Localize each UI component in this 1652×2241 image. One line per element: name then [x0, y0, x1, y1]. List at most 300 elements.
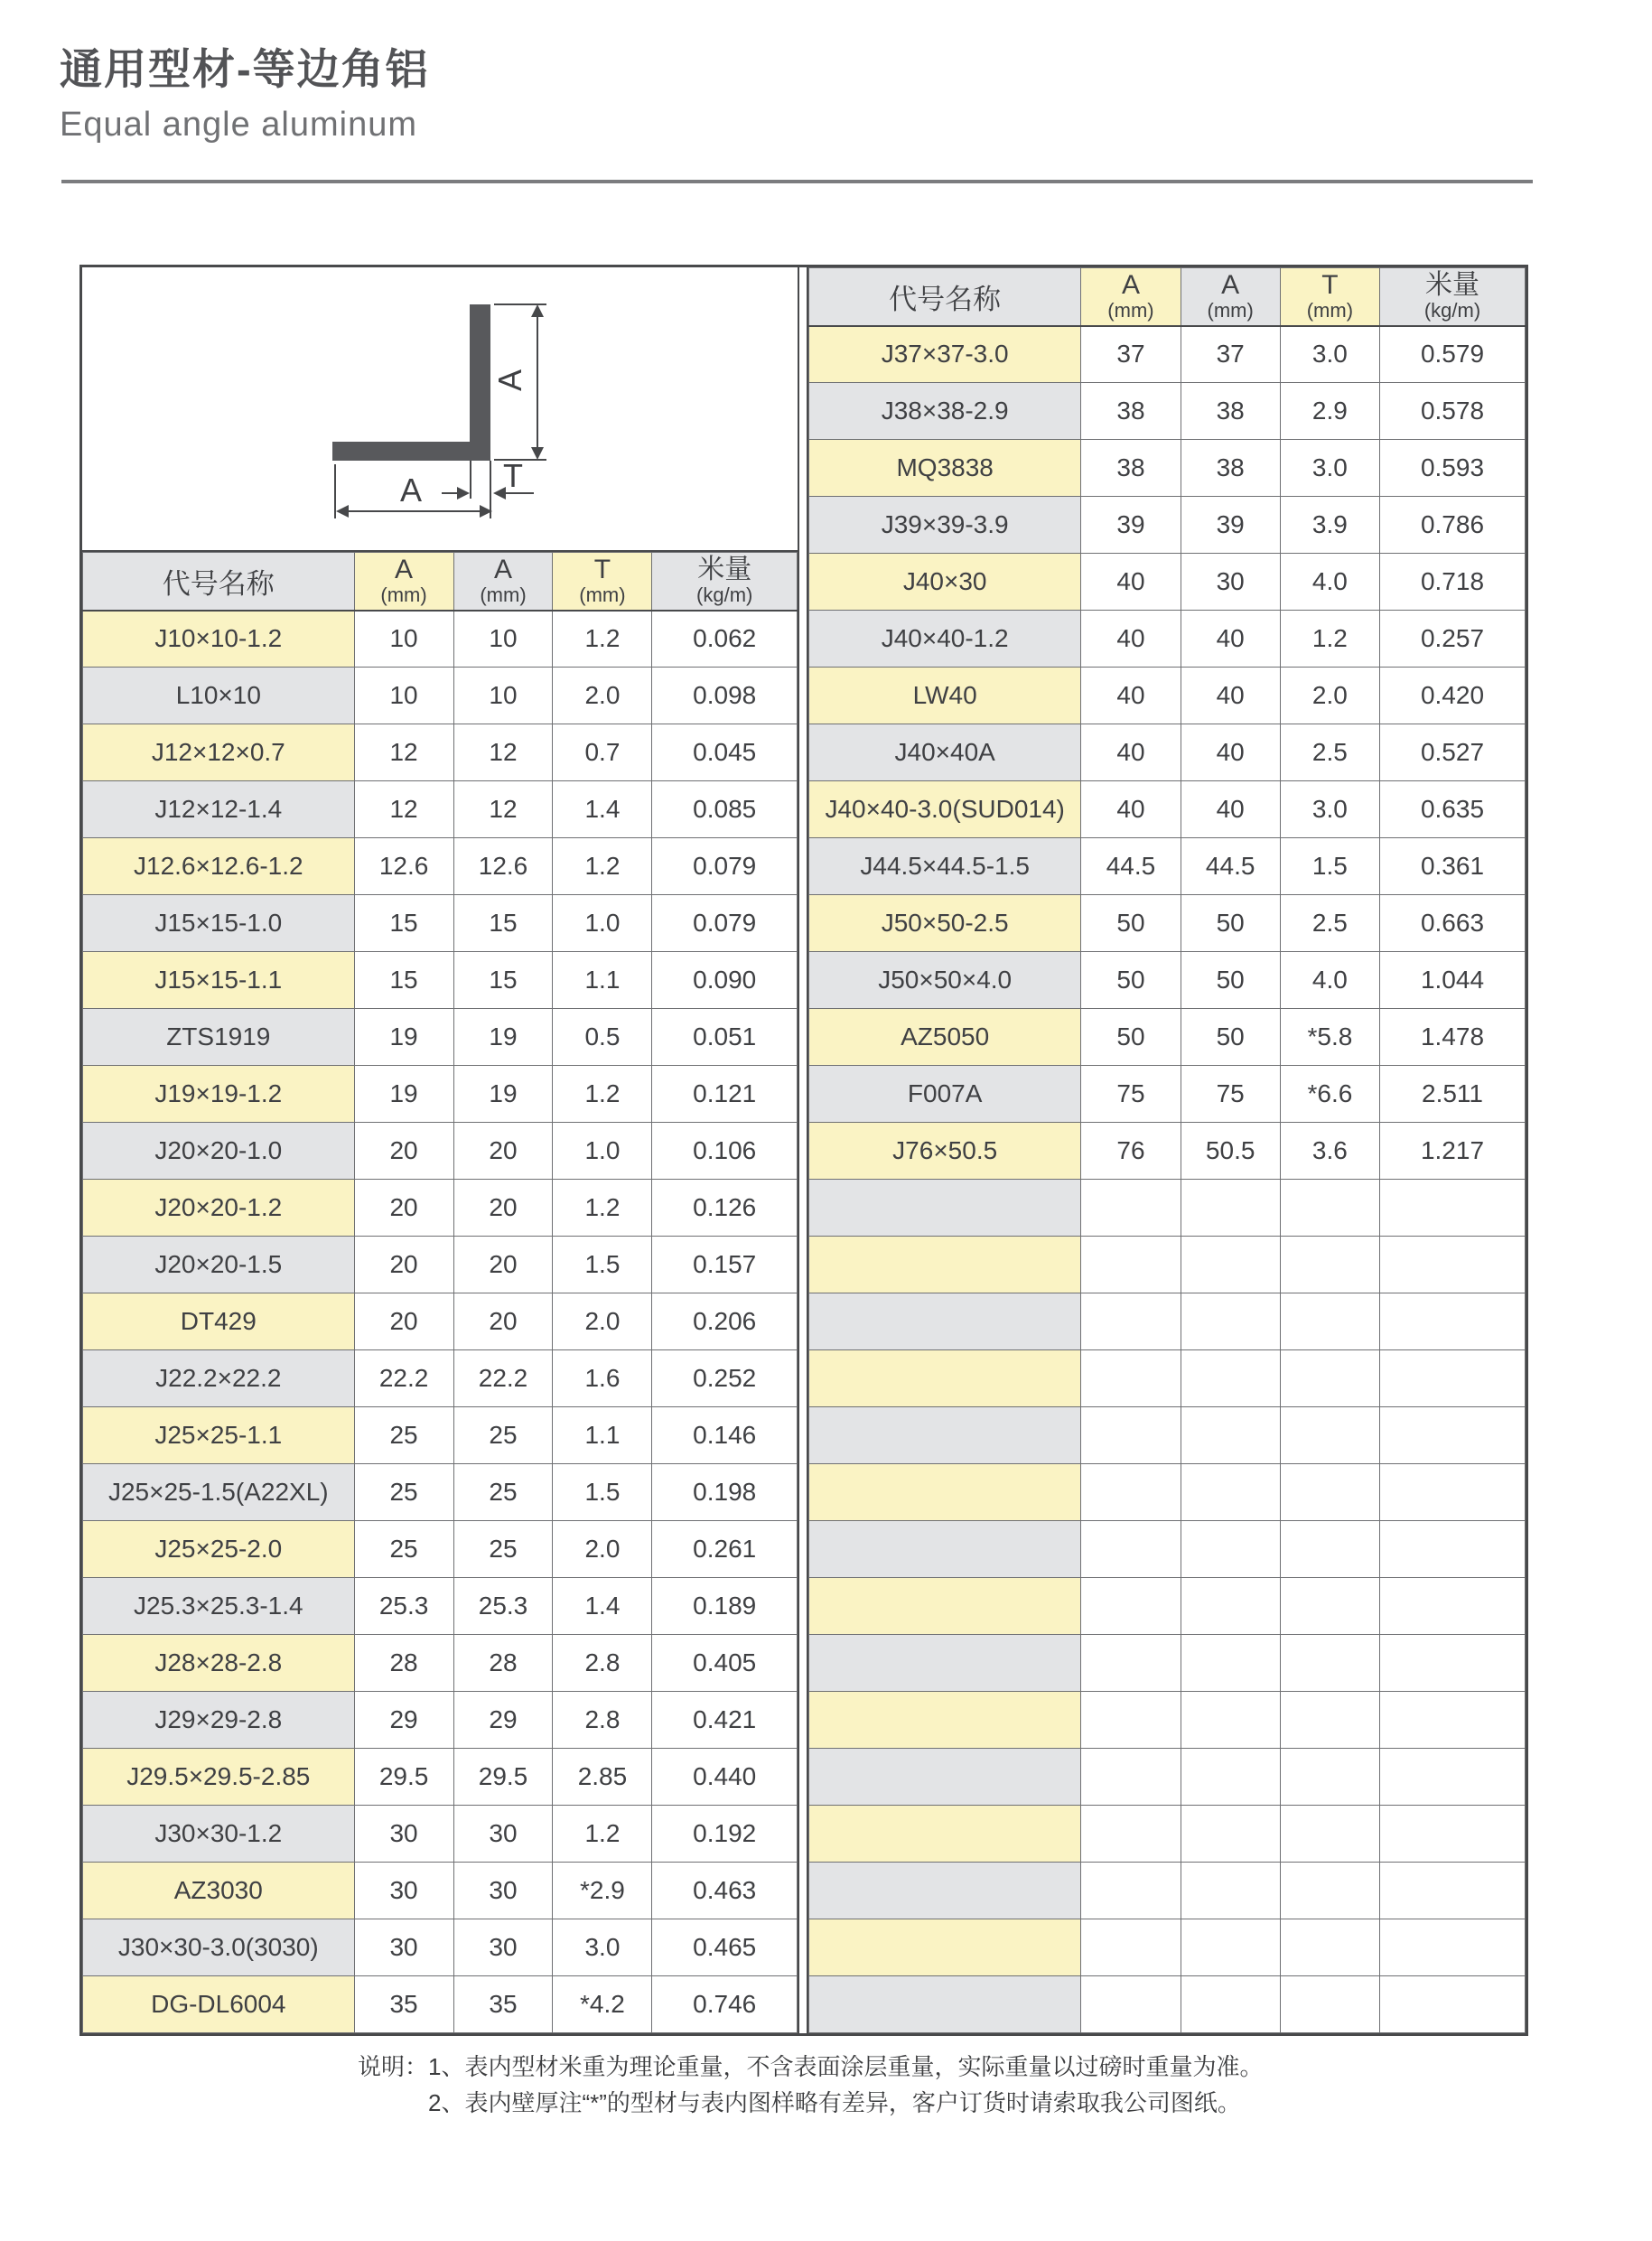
cell-weight: 0.635: [1380, 781, 1526, 838]
header-a1: A (mm): [1081, 268, 1181, 326]
cell-weight: 0.045: [652, 724, 798, 781]
cell-a1: 35: [354, 1976, 453, 2033]
cell-code-name: J20×20-1.0: [83, 1123, 355, 1180]
cell-code-name: [809, 1293, 1081, 1350]
cell-a1: 28: [354, 1635, 453, 1692]
cell-a2: [1181, 1578, 1280, 1635]
header-weight: 米量 (kg/m): [1380, 268, 1526, 326]
header-t: T (mm): [553, 553, 652, 611]
cell-t: [1280, 1692, 1379, 1749]
cell-weight: [1380, 1180, 1526, 1237]
cell-a1: 15: [354, 895, 453, 952]
cell-a1: [1081, 1806, 1181, 1863]
cell-t: 1.4: [553, 1578, 652, 1635]
cell-code-name: J30×30-3.0(3030): [83, 1919, 355, 1976]
cell-code-name: J25.3×25.3-1.4: [83, 1578, 355, 1635]
cell-t: 2.0: [553, 1521, 652, 1578]
footnote-line-1: 1、表内型材米重为理论重量，不含表面涂层重量，实际重量以过磅时重量为准。: [428, 2053, 1264, 2080]
cell-a2: 29: [453, 1692, 553, 1749]
cell-t: 1.5: [1280, 838, 1379, 895]
cell-weight: [1380, 1237, 1526, 1293]
cell-a1: 30: [354, 1919, 453, 1976]
cell-a1: 15: [354, 952, 453, 1009]
cell-code-name: [809, 1521, 1081, 1578]
cell-a1: 20: [354, 1237, 453, 1293]
cell-a1: 40: [1081, 554, 1181, 611]
cell-code-name: J12×12×0.7: [83, 724, 355, 781]
cell-t: [1280, 1806, 1379, 1863]
cell-a1: 37: [1081, 326, 1181, 383]
table-row: [83, 1180, 798, 1237]
cell-t: 1.2: [553, 611, 652, 668]
footnote-label: 说明：: [358, 2053, 429, 2080]
cell-code-name: J40×40A: [809, 724, 1081, 781]
cell-t: 1.1: [553, 952, 652, 1009]
cell-t: 3.9: [1280, 497, 1379, 554]
cell-t: 3.0: [1280, 781, 1379, 838]
cell-code-name: J28×28-2.8: [83, 1635, 355, 1692]
header-a2: A (mm): [1181, 268, 1280, 326]
cell-t: 2.0: [553, 668, 652, 724]
cell-a1: 19: [354, 1009, 453, 1066]
cell-code-name: DT429: [83, 1293, 355, 1350]
cell-code-name: J44.5×44.5-1.5: [809, 838, 1081, 895]
cell-a2: 20: [453, 1237, 553, 1293]
cell-a2: 12.6: [453, 838, 553, 895]
cell-weight: 0.079: [652, 838, 798, 895]
cell-weight: [1380, 1521, 1526, 1578]
profile-vertical-leg: [470, 304, 490, 461]
cell-code-name: ZTS1919: [83, 1009, 355, 1066]
dim-line-horizontal-a: [341, 510, 484, 512]
cell-weight: 0.420: [1380, 668, 1526, 724]
cell-weight: 0.746: [652, 1976, 798, 2033]
cell-t: 2.8: [553, 1692, 652, 1749]
cell-a2: [1181, 1806, 1280, 1863]
cell-weight: 0.198: [652, 1464, 798, 1521]
cell-a1: 30: [354, 1806, 453, 1863]
cell-weight: 2.511: [1380, 1066, 1526, 1123]
cell-weight: 1.217: [1380, 1123, 1526, 1180]
cell-a2: 10: [453, 611, 553, 668]
cell-weight: 0.786: [1380, 497, 1526, 554]
header-a2: A (mm): [453, 553, 553, 611]
cell-a2: [1181, 1350, 1280, 1407]
table-row: [83, 952, 798, 1009]
table-row: [809, 554, 1526, 611]
cell-weight: 0.718: [1380, 554, 1526, 611]
cell-a1: 10: [354, 668, 453, 724]
cell-code-name: [809, 1180, 1081, 1237]
cell-weight: [1380, 1749, 1526, 1806]
cell-a1: 40: [1081, 781, 1181, 838]
cell-code-name: [809, 1976, 1081, 2033]
cell-t: [1280, 1237, 1379, 1293]
table-row: [809, 895, 1526, 952]
cell-a2: [1181, 1407, 1280, 1464]
cell-a2: 30: [1181, 554, 1280, 611]
cell-a1: [1081, 1749, 1181, 1806]
table-row: [809, 1009, 1526, 1066]
cell-a1: [1081, 1692, 1181, 1749]
cell-a2: 30: [453, 1863, 553, 1919]
table-row: [83, 781, 798, 838]
cell-code-name: J20×20-1.2: [83, 1180, 355, 1237]
table-row: [83, 668, 798, 724]
table-row: [809, 952, 1526, 1009]
table-row: [83, 1578, 798, 1635]
cell-weight: 0.465: [652, 1919, 798, 1976]
table-row: [83, 1123, 798, 1180]
table-row: [809, 1749, 1526, 1806]
table-row: [809, 838, 1526, 895]
cell-t: 1.2: [1280, 611, 1379, 668]
cell-a1: 12: [354, 781, 453, 838]
cell-code-name: J15×15-1.0: [83, 895, 355, 952]
cell-t: 1.2: [553, 838, 652, 895]
cell-a2: [1181, 1635, 1280, 1692]
cell-t: 2.0: [1280, 668, 1379, 724]
left-spec-table: [82, 552, 798, 2033]
cell-code-name: J15×15-1.1: [83, 952, 355, 1009]
cell-a1: 50: [1081, 895, 1181, 952]
cell-t: *4.2: [553, 1976, 652, 2033]
cell-a1: 40: [1081, 611, 1181, 668]
t-arrowhead-right-icon: [457, 487, 470, 500]
profile-horizontal-leg: [332, 442, 490, 461]
cell-a1: 25.3: [354, 1578, 453, 1635]
cell-t: 2.5: [1280, 895, 1379, 952]
cell-code-name: AZ3030: [83, 1863, 355, 1919]
cell-t: 2.0: [553, 1293, 652, 1350]
cell-a2: [1181, 1237, 1280, 1293]
cell-a2: 40: [1181, 781, 1280, 838]
header-name: 代号名称: [83, 553, 355, 611]
cell-weight: [1380, 1692, 1526, 1749]
table-row: [83, 838, 798, 895]
cell-a1: 25: [354, 1521, 453, 1578]
cell-a2: 30: [453, 1806, 553, 1863]
cell-a1: [1081, 1180, 1181, 1237]
cell-weight: 0.252: [652, 1350, 798, 1407]
cell-a1: [1081, 1635, 1181, 1692]
arrowhead-up-icon: [531, 304, 544, 317]
cell-code-name: J76×50.5: [809, 1123, 1081, 1180]
right-table-section: [807, 267, 1526, 2033]
table-row: [83, 1806, 798, 1863]
table-divider-gap: [799, 267, 807, 2033]
left-table-section: [82, 267, 799, 2033]
table-row: [809, 383, 1526, 440]
title-rule: [61, 180, 1533, 183]
table-row: [809, 724, 1526, 781]
table-row: [83, 1521, 798, 1578]
dim-label-a-vertical: A: [491, 369, 529, 392]
cell-t: 3.0: [553, 1919, 652, 1976]
cell-t: 1.4: [553, 781, 652, 838]
cell-t: 0.7: [553, 724, 652, 781]
cell-code-name: J50×50×4.0: [809, 952, 1081, 1009]
cell-weight: 0.593: [1380, 440, 1526, 497]
table-row: [809, 1806, 1526, 1863]
dim-label-t: T: [503, 457, 523, 494]
cell-code-name: J25×25-2.0: [83, 1521, 355, 1578]
cell-code-name: [809, 1464, 1081, 1521]
cell-a2: [1181, 1293, 1280, 1350]
cell-t: [1280, 1464, 1379, 1521]
cell-a2: 15: [453, 952, 553, 1009]
cell-a2: [1181, 1521, 1280, 1578]
table-row: [83, 1293, 798, 1350]
spec-table-container: [79, 265, 1528, 2036]
cell-code-name: J37×37-3.0: [809, 326, 1081, 383]
cell-t: 1.0: [553, 895, 652, 952]
cell-a1: 30: [354, 1863, 453, 1919]
cell-code-name: [809, 1919, 1081, 1976]
cell-a1: 19: [354, 1066, 453, 1123]
cell-code-name: J50×50-2.5: [809, 895, 1081, 952]
cell-a1: [1081, 1919, 1181, 1976]
cell-a1: 29: [354, 1692, 453, 1749]
cell-weight: [1380, 1407, 1526, 1464]
cell-t: [1280, 1407, 1379, 1464]
dim-label-a-horizontal: A: [400, 472, 423, 509]
cell-a1: [1081, 1976, 1181, 2033]
table-row: [83, 895, 798, 952]
cell-t: [1280, 1293, 1379, 1350]
cell-weight: 0.578: [1380, 383, 1526, 440]
cell-a2: 20: [453, 1123, 553, 1180]
cell-code-name: J38×38-2.9: [809, 383, 1081, 440]
cell-code-name: J39×39-3.9: [809, 497, 1081, 554]
cell-t: 3.6: [1280, 1123, 1379, 1180]
cell-a2: 15: [453, 895, 553, 952]
table-row: [83, 1407, 798, 1464]
cell-weight: 1.478: [1380, 1009, 1526, 1066]
cell-code-name: DG-DL6004: [83, 1976, 355, 2033]
cell-a1: [1081, 1350, 1181, 1407]
cell-code-name: J20×20-1.5: [83, 1237, 355, 1293]
cell-weight: 0.051: [652, 1009, 798, 1066]
table-row: [83, 611, 798, 668]
cell-a1: 38: [1081, 383, 1181, 440]
cell-weight: [1380, 1635, 1526, 1692]
cell-a2: 10: [453, 668, 553, 724]
cell-weight: [1380, 1464, 1526, 1521]
cell-a1: 39: [1081, 497, 1181, 554]
table-row: [809, 1350, 1526, 1407]
cell-weight: 0.121: [652, 1066, 798, 1123]
cell-a2: 28: [453, 1635, 553, 1692]
cell-code-name: J12.6×12.6-1.2: [83, 838, 355, 895]
cell-weight: [1380, 1976, 1526, 2033]
dim-ext-inner: [470, 461, 471, 499]
cell-code-name: J25×25-1.1: [83, 1407, 355, 1464]
cell-a1: 50: [1081, 952, 1181, 1009]
cell-code-name: F007A: [809, 1066, 1081, 1123]
cell-t: 1.2: [553, 1066, 652, 1123]
table-row: [83, 1009, 798, 1066]
cell-a2: 35: [453, 1976, 553, 2033]
table-row: [809, 1976, 1526, 2033]
right-table-header-row: [809, 268, 1526, 326]
cell-a2: 25: [453, 1464, 553, 1521]
cell-code-name: J29.5×29.5-2.85: [83, 1749, 355, 1806]
cell-a2: 50: [1181, 1009, 1280, 1066]
footnote-line-2: 2、表内壁厚注“*”的型材与表内图样略有差异，客户订货时请索取我公司图纸。: [428, 2089, 1241, 2116]
table-row: [809, 497, 1526, 554]
cell-t: 2.5: [1280, 724, 1379, 781]
cell-weight: [1380, 1863, 1526, 1919]
cell-a2: 19: [453, 1066, 553, 1123]
cell-weight: 0.421: [652, 1692, 798, 1749]
header-t: T (mm): [1280, 268, 1379, 326]
cell-weight: 0.062: [652, 611, 798, 668]
cell-a1: 50: [1081, 1009, 1181, 1066]
cell-code-name: [809, 1237, 1081, 1293]
cell-t: 1.5: [553, 1464, 652, 1521]
angle-profile-diagram: [82, 267, 798, 552]
table-row: [83, 1692, 798, 1749]
cell-weight: 0.405: [652, 1635, 798, 1692]
cell-code-name: J29×29-2.8: [83, 1692, 355, 1749]
cell-code-name: [809, 1806, 1081, 1863]
cell-code-name: J22.2×22.2: [83, 1350, 355, 1407]
table-row: [83, 1066, 798, 1123]
cell-weight: 0.192: [652, 1806, 798, 1863]
table-row: [83, 1919, 798, 1976]
table-row: [83, 1635, 798, 1692]
table-row: [83, 1749, 798, 1806]
cell-a1: 40: [1081, 668, 1181, 724]
cell-a2: [1181, 1464, 1280, 1521]
cell-code-name: LW40: [809, 668, 1081, 724]
cell-code-name: AZ5050: [809, 1009, 1081, 1066]
cell-weight: 0.527: [1380, 724, 1526, 781]
cell-a1: 29.5: [354, 1749, 453, 1806]
cell-code-name: J40×40-3.0(SUD014): [809, 781, 1081, 838]
table-row: [809, 1066, 1526, 1123]
cell-code-name: L10×10: [83, 668, 355, 724]
cell-t: 4.0: [1280, 952, 1379, 1009]
table-row: [809, 1180, 1526, 1237]
title-block: [60, 36, 430, 145]
cell-code-name: J30×30-1.2: [83, 1806, 355, 1863]
cell-t: [1280, 1635, 1379, 1692]
cell-weight: 0.146: [652, 1407, 798, 1464]
cell-code-name: J40×30: [809, 554, 1081, 611]
cell-a1: 44.5: [1081, 838, 1181, 895]
cell-code-name: [809, 1578, 1081, 1635]
cell-a1: [1081, 1863, 1181, 1919]
cell-a1: [1081, 1407, 1181, 1464]
cell-weight: 1.044: [1380, 952, 1526, 1009]
cell-t: 3.0: [1280, 326, 1379, 383]
cell-a2: 50: [1181, 952, 1280, 1009]
table-row: [809, 781, 1526, 838]
cell-a2: 38: [1181, 383, 1280, 440]
cell-a2: 29.5: [453, 1749, 553, 1806]
cell-t: 1.6: [553, 1350, 652, 1407]
table-row: [809, 1123, 1526, 1180]
cell-a1: 12: [354, 724, 453, 781]
cell-code-name: J40×40-1.2: [809, 611, 1081, 668]
cell-t: [1280, 1863, 1379, 1919]
cell-a1: 76: [1081, 1123, 1181, 1180]
cell-a2: 25: [453, 1407, 553, 1464]
cell-a1: 10: [354, 611, 453, 668]
header-a1: A (mm): [354, 553, 453, 611]
table-row: [809, 1863, 1526, 1919]
table-row: [83, 724, 798, 781]
cell-a1: [1081, 1578, 1181, 1635]
cell-code-name: [809, 1692, 1081, 1749]
cell-a1: 40: [1081, 724, 1181, 781]
cell-weight: [1380, 1919, 1526, 1976]
cell-weight: 0.085: [652, 781, 798, 838]
cell-a1: 20: [354, 1123, 453, 1180]
cell-a2: 25: [453, 1521, 553, 1578]
table-row: [809, 1521, 1526, 1578]
table-row: [809, 1237, 1526, 1293]
cell-weight: 0.079: [652, 895, 798, 952]
table-row: [809, 611, 1526, 668]
cell-a2: [1181, 1919, 1280, 1976]
cell-weight: [1380, 1578, 1526, 1635]
cell-a2: 50.5: [1181, 1123, 1280, 1180]
cell-weight: 0.261: [652, 1521, 798, 1578]
cell-a2: [1181, 1863, 1280, 1919]
cell-a2: 25.3: [453, 1578, 553, 1635]
cell-weight: 0.090: [652, 952, 798, 1009]
cell-code-name: [809, 1350, 1081, 1407]
cell-t: 4.0: [1280, 554, 1379, 611]
cell-t: [1280, 1578, 1379, 1635]
cell-a2: 39: [1181, 497, 1280, 554]
cell-a1: 25: [354, 1407, 453, 1464]
cell-t: 3.0: [1280, 440, 1379, 497]
cell-a2: 20: [453, 1293, 553, 1350]
arrowhead-right-icon: [480, 505, 492, 518]
cell-a2: 44.5: [1181, 838, 1280, 895]
cell-a2: 75: [1181, 1066, 1280, 1123]
cell-a1: 22.2: [354, 1350, 453, 1407]
cell-a1: 12.6: [354, 838, 453, 895]
table-row: [809, 1464, 1526, 1521]
cell-weight: 0.361: [1380, 838, 1526, 895]
cell-t: *6.6: [1280, 1066, 1379, 1123]
cell-a1: 25: [354, 1464, 453, 1521]
cell-t: *5.8: [1280, 1009, 1379, 1066]
cell-a2: [1181, 1692, 1280, 1749]
table-row: [809, 326, 1526, 383]
table-row: [809, 1635, 1526, 1692]
page-title: 通用型材-等边角铝: [60, 45, 430, 93]
cell-a2: 30: [453, 1919, 553, 1976]
header-weight: 米量 (kg/m): [652, 553, 798, 611]
cell-code-name: [809, 1863, 1081, 1919]
footnotes: [358, 2049, 1263, 2121]
cell-a1: [1081, 1237, 1181, 1293]
table-row: [809, 1919, 1526, 1976]
cell-weight: 0.579: [1380, 326, 1526, 383]
cell-weight: [1380, 1806, 1526, 1863]
table-row: [83, 1464, 798, 1521]
cell-t: *2.9: [553, 1863, 652, 1919]
cell-t: [1280, 1749, 1379, 1806]
cell-a2: 40: [1181, 611, 1280, 668]
cell-a1: [1081, 1293, 1181, 1350]
